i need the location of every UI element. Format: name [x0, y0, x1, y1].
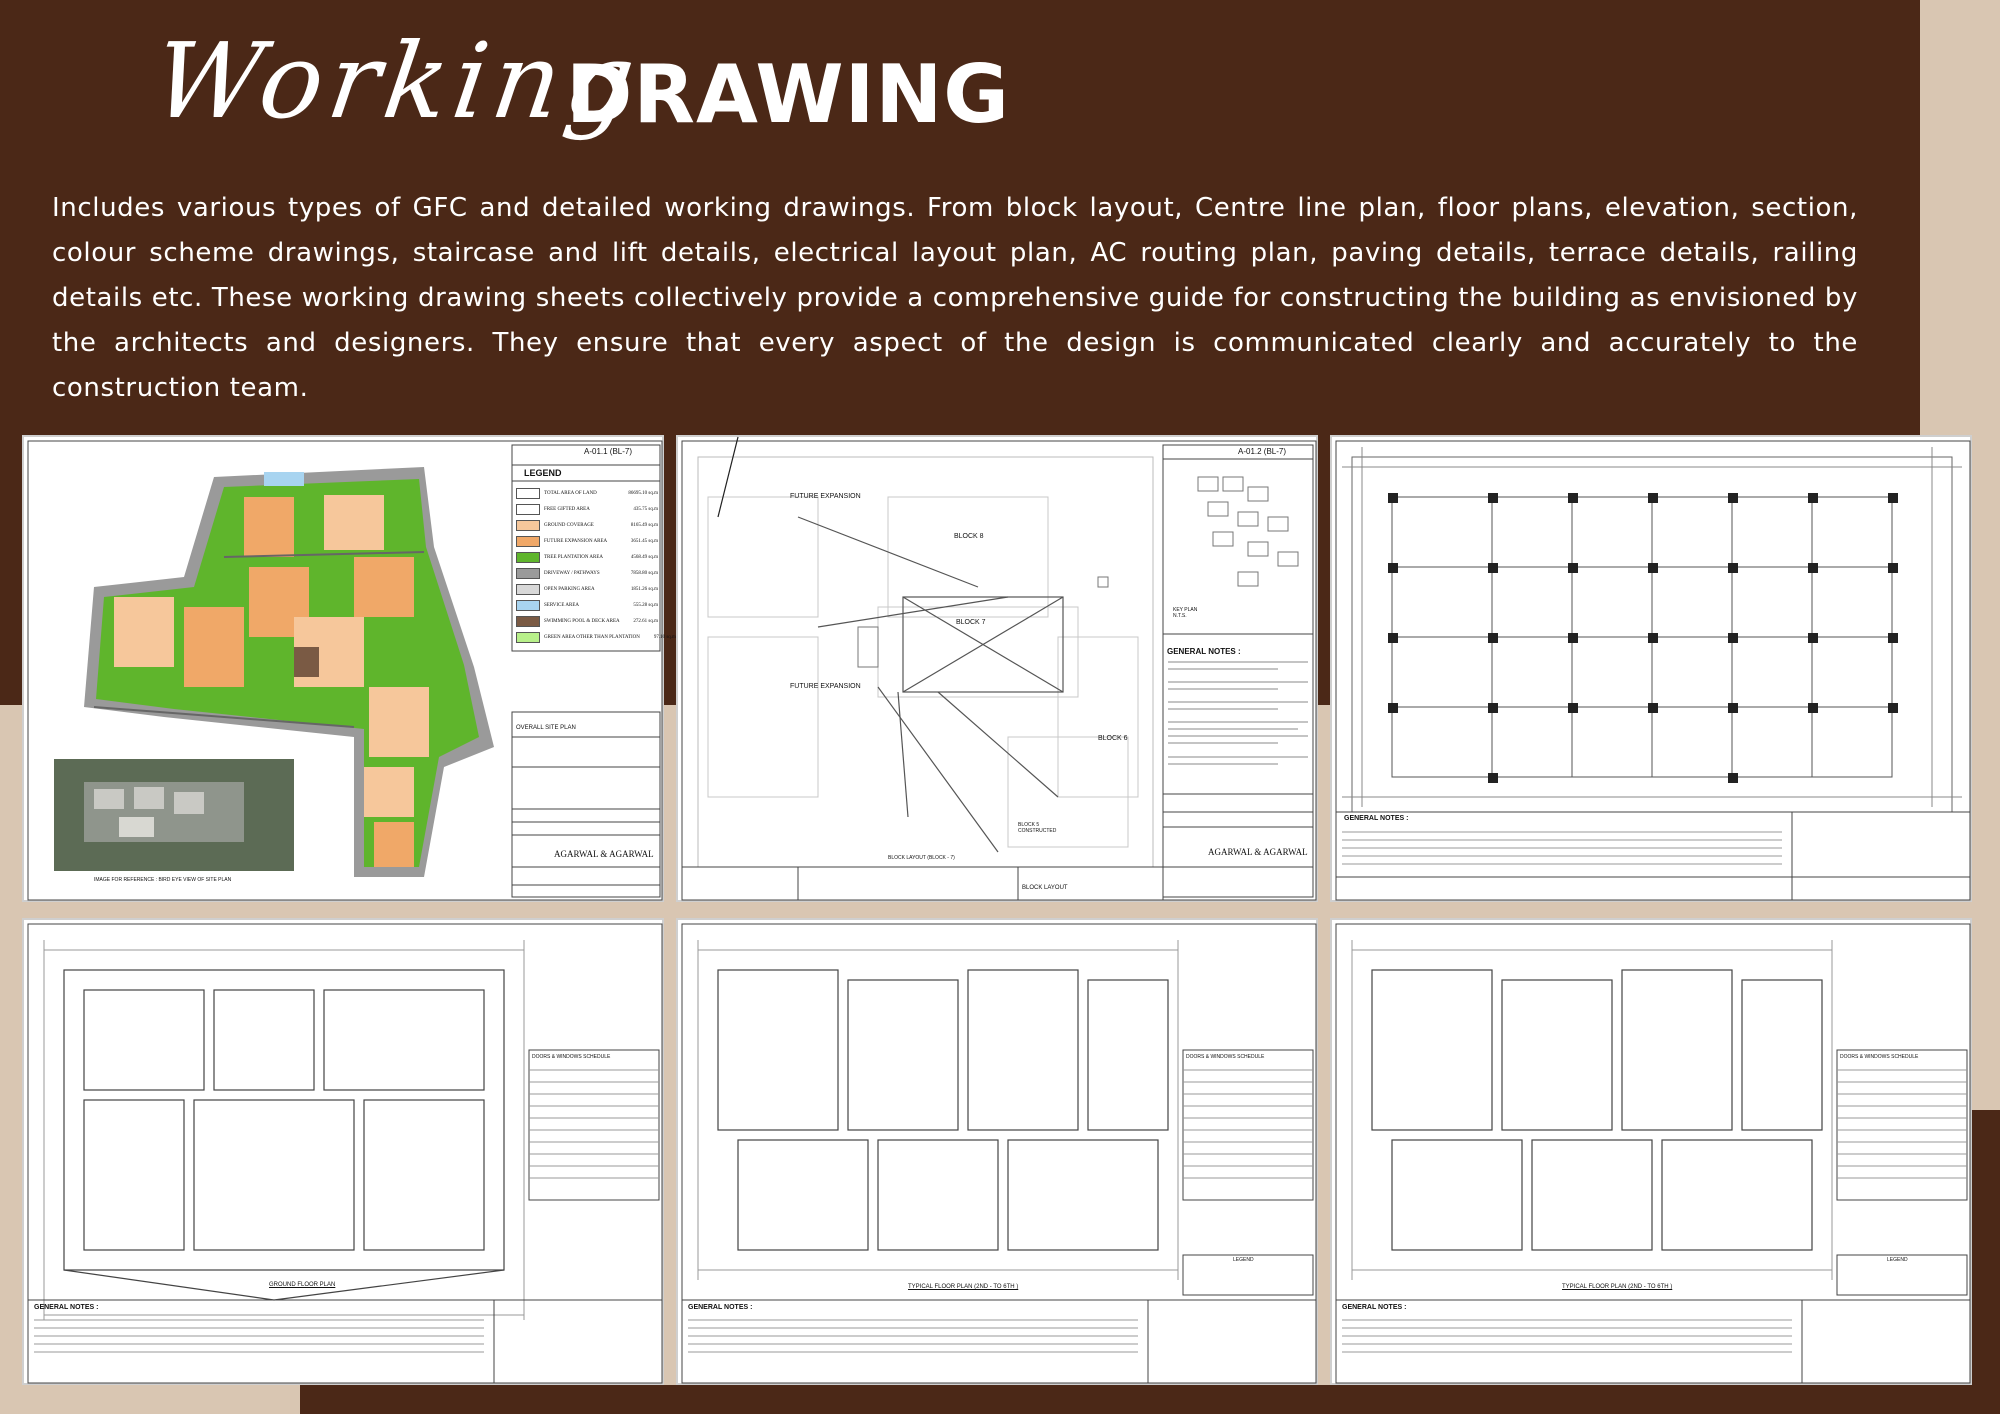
- general-notes-title: GENERAL NOTES :: [34, 1304, 99, 1311]
- drawing-sheet-ground-floor-plan[interactable]: [22, 918, 664, 1385]
- decor-strip-bottom-left: [0, 1385, 300, 1414]
- legend-label: OPEN PARKING AREA: [544, 586, 595, 592]
- legend-row: [516, 485, 658, 501]
- legend-row: [516, 629, 676, 645]
- aerial-image-caption: IMAGE FOR REFERENCE : BIRD EYE VIEW OF SITE PLAN: [94, 877, 232, 883]
- legend-swatch: [516, 552, 540, 563]
- centre-line-drawing: [1332, 437, 1974, 904]
- legend-label: DRIVEWAY / PATHWAYS: [544, 570, 600, 576]
- legend-row: [516, 613, 658, 629]
- legend-title: LEGEND: [1233, 1257, 1254, 1263]
- legend-area: 4568.49 sq.m: [630, 554, 658, 560]
- legend-area: 272.61 sq.m: [633, 618, 658, 624]
- label-block-6: BLOCK 6: [1098, 735, 1128, 742]
- legend-swatch: [516, 520, 540, 531]
- legend-swatch: [516, 488, 540, 499]
- sheet-title: BLOCK LAYOUT: [1022, 885, 1068, 891]
- legend-swatch: [516, 536, 540, 547]
- drawing-caption: GROUND FLOOR PLAN: [269, 1282, 336, 1288]
- drawing-sheet-typical-floor-plan-b[interactable]: [1330, 918, 1972, 1385]
- title-bold: DRAWING: [566, 48, 1010, 141]
- description-text: Includes various types of GFC and detailed working drawings. From block layout, Centre line plan, floor plans, elevation, section, colour scheme drawings, staircase and lift details, electrical layout plan, AC routing plan, paving details, terrace details, railing details etc. These working drawing sheets collectively provide a comprehensive guide for constructing the building as envisioned by the architects and designers. They ensure that every aspect of the design is communicated clearly and accurately to the construction team.: [52, 193, 1858, 403]
- general-notes-title: GENERAL NOTES :: [1344, 815, 1409, 822]
- legend-swatch: [516, 616, 540, 627]
- legend-swatch: [516, 568, 540, 579]
- drawing-sheet-block-layout[interactable]: [676, 435, 1318, 902]
- legend-swatch: [516, 504, 540, 515]
- legend-row: [516, 597, 658, 613]
- label-future-expansion-1: FUTURE EXPANSION: [790, 493, 861, 500]
- legend-row: [516, 501, 658, 517]
- drawing-sheet-typical-floor-plan-a[interactable]: [676, 918, 1318, 1385]
- sheet-title: OVERALL SITE PLAN: [516, 725, 576, 731]
- legend-row: [516, 517, 658, 533]
- legend-label: TOTAL AREA OF LAND: [544, 490, 597, 496]
- title-script: Working: [146, 20, 648, 142]
- legend-row: [516, 565, 658, 581]
- key-plan-label: KEY PLAN N.T.S.: [1173, 607, 1198, 619]
- legend-label: SERVICE AREA: [544, 602, 580, 608]
- drawing-caption: BLOCK LAYOUT (BLOCK - 7): [888, 855, 955, 861]
- legend-label: FUTURE EXPANSION AREA: [544, 538, 608, 544]
- typical-floor-drawing-b: [1332, 920, 1974, 1387]
- drawing-caption: TYPICAL FLOOR PLAN (2ND - TO 6TH ): [908, 1284, 1019, 1290]
- legend-area: 3651.45 sq.m: [630, 538, 658, 544]
- drawing-sheet-site-plan[interactable]: [22, 435, 676, 902]
- general-notes-title: GENERAL NOTES :: [688, 1304, 753, 1311]
- legend-area: 555.28 sq.m: [633, 602, 658, 608]
- schedule-title: DOORS & WINDOWS SCHEDULE: [532, 1054, 611, 1060]
- legend-swatch: [516, 632, 540, 643]
- legend-label: SWIMMING POOL & DECK AREA: [544, 618, 620, 624]
- legend-area: 435.75 sq.m: [633, 506, 658, 512]
- legend-swatch: [516, 600, 540, 611]
- typical-floor-drawing-a: [678, 920, 1320, 1387]
- legend-area: 7858.80 sq.m: [630, 570, 658, 576]
- label-block-5: BLOCK 5 CONSTRUCTED: [1018, 822, 1057, 834]
- firm-name: AGARWAL & AGARWAL: [554, 849, 654, 859]
- label-block-7: BLOCK 7: [956, 619, 986, 626]
- legend-area: 97.10 sq.m: [653, 634, 676, 640]
- general-notes-title: GENERAL NOTES :: [1342, 1304, 1407, 1311]
- legend-swatch: [516, 584, 540, 595]
- decor-strip-bottom: [300, 1385, 2000, 1414]
- legend-area: 1851.26 sq.m: [630, 586, 658, 592]
- site-legend: [516, 485, 676, 645]
- legend-area: 86695.10 sq.m: [628, 490, 658, 496]
- legend-label: GREEN AREA OTHER THAN PLANTATION: [544, 634, 640, 640]
- legend-area: 8165.49 sq.m: [630, 522, 658, 528]
- legend-label: FREE GIFTED AREA: [544, 506, 590, 512]
- legend-label: TREE PLANTATION AREA: [544, 554, 604, 560]
- firm-name: AGARWAL & AGARWAL: [1208, 847, 1308, 857]
- legend-row: [516, 581, 658, 597]
- block-layout-drawing: [678, 437, 1320, 904]
- label-block-8: BLOCK 8: [954, 533, 984, 540]
- schedule-title: DOORS & WINDOWS SCHEDULE: [1186, 1054, 1265, 1060]
- sheet-dwg-no: A-01.2 (BL-7): [1238, 447, 1287, 456]
- drawing-sheet-centre-line-plan[interactable]: [1330, 435, 1972, 902]
- schedule-title: DOORS & WINDOWS SCHEDULE: [1840, 1054, 1919, 1060]
- legend-title: LEGEND: [1887, 1257, 1908, 1263]
- ground-floor-drawing: [24, 920, 666, 1387]
- label-future-expansion-2: FUTURE EXPANSION: [790, 683, 861, 690]
- general-notes-title: GENERAL NOTES :: [1167, 647, 1241, 656]
- drawing-caption: TYPICAL FLOOR PLAN (2ND - TO 6TH ): [1562, 1284, 1673, 1290]
- legend-label: GROUND COVERAGE: [544, 522, 594, 528]
- legend-title: LEGEND: [524, 468, 562, 478]
- legend-row: [516, 549, 658, 565]
- legend-row: [516, 533, 658, 549]
- sheet-dwg-no: A-01.1 (BL-7): [584, 447, 633, 456]
